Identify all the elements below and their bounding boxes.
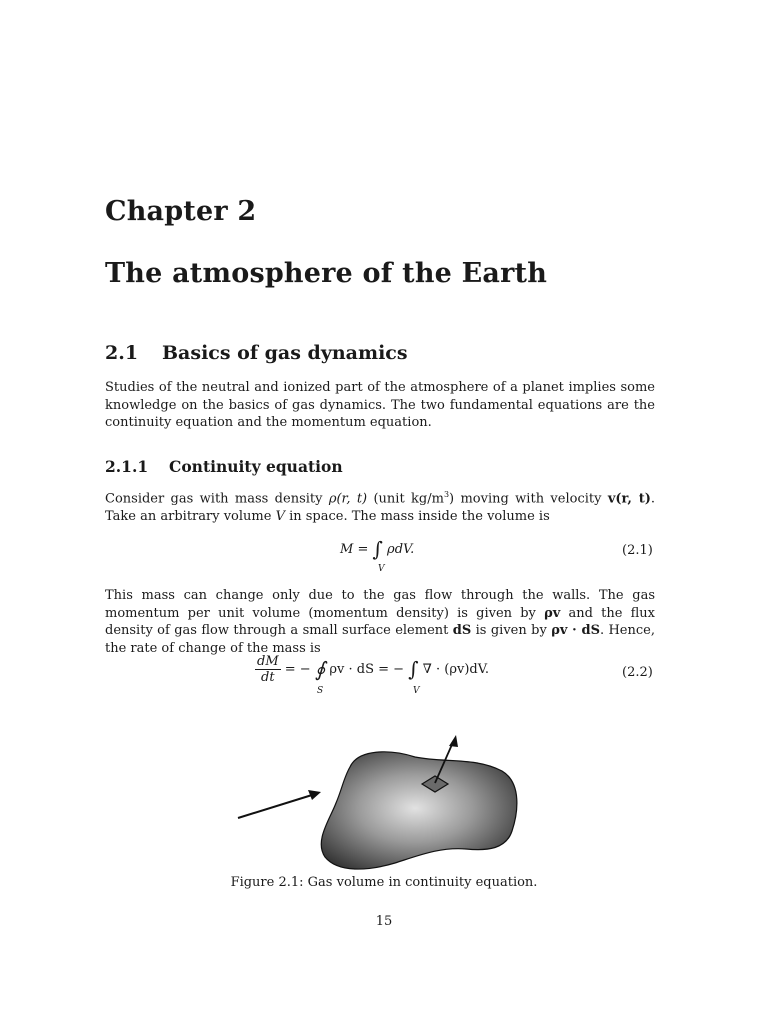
page-number: 15 xyxy=(375,914,393,929)
text-run: (unit kg/m xyxy=(367,491,444,507)
math-flux: ρv · dS xyxy=(551,623,600,639)
text-run: is given by xyxy=(471,623,552,639)
math-momentum: ρv xyxy=(544,605,561,621)
flow-arrow xyxy=(238,795,312,818)
text-run: in space. The mass inside the volume is xyxy=(284,508,550,524)
subsection-title: Continuity equation xyxy=(169,457,343,476)
fraction-denominator: dt xyxy=(261,670,275,685)
text-run: . Hence, the rate of change of the mass is xyxy=(105,623,655,656)
flux-paragraph xyxy=(105,587,655,657)
integral-subscript: V xyxy=(378,564,385,574)
text-run: and the flux density of gas flow through a small surface element xyxy=(105,605,655,639)
fraction-numerator: dM xyxy=(257,654,279,669)
text-run: . Take an arbitrary volume xyxy=(105,491,655,524)
derivative-fraction xyxy=(255,654,281,685)
subsection-heading xyxy=(105,457,343,476)
section-heading xyxy=(105,342,408,364)
equation-number: (2.2) xyxy=(622,665,653,680)
figure-caption: Figure 2.1: Gas volume in continuity equation. xyxy=(230,875,538,890)
integral-symbol: ∫ xyxy=(408,657,419,681)
subsection-number: 2.1.1 xyxy=(105,457,149,476)
integral-subscript: S xyxy=(317,686,324,696)
math-velocity: v(r, t) xyxy=(607,491,651,507)
math-surface-element: dS xyxy=(452,623,472,639)
gas-volume-blob xyxy=(321,752,517,869)
integral-symbol: ∫ xyxy=(372,537,383,561)
contour-integral-symbol: ∮ xyxy=(314,657,326,681)
intro-paragraph: Studies of the neutral and ionized part of the atmosphere of a planet implies some knowledge on the basics of gas dynamics. The two fundamental equations are the continuity equation and the momentum equation. xyxy=(105,380,655,431)
equation-2-2 xyxy=(255,654,489,696)
normal-arrowhead xyxy=(449,735,458,747)
math-exponent: 3 xyxy=(443,490,450,499)
section-title: Basics of gas dynamics xyxy=(162,342,408,364)
equation-part: ∇ · (ρv)dV. xyxy=(422,662,489,677)
equation-2-1 xyxy=(340,537,415,574)
chapter-label: Chapter 2 xyxy=(105,196,257,227)
integral-subscript: V xyxy=(413,686,420,696)
text-run: Consider gas with mass density xyxy=(105,491,329,507)
equation-number: (2.1) xyxy=(622,543,653,558)
continuity-paragraph xyxy=(105,486,655,526)
gas-volume-illustration xyxy=(230,727,530,872)
equation-body: ρdV. xyxy=(387,542,415,557)
equation-part: ρv · dS = − xyxy=(329,662,405,677)
equation-part: = − xyxy=(284,662,311,677)
chapter-title: The atmosphere of the Earth xyxy=(105,258,548,289)
text-run: ) moving with velocity xyxy=(449,491,608,507)
section-number: 2.1 xyxy=(105,342,139,364)
equation-lhs: M = xyxy=(340,542,369,557)
math-density: ρ(r, t) xyxy=(328,491,368,507)
figure-gas-volume xyxy=(230,727,530,872)
math-volume: V xyxy=(275,508,285,524)
text-run: This mass can change only due to the gas flow through the walls. The gas momentum per unit volume (momentum density) is given by xyxy=(105,588,655,621)
